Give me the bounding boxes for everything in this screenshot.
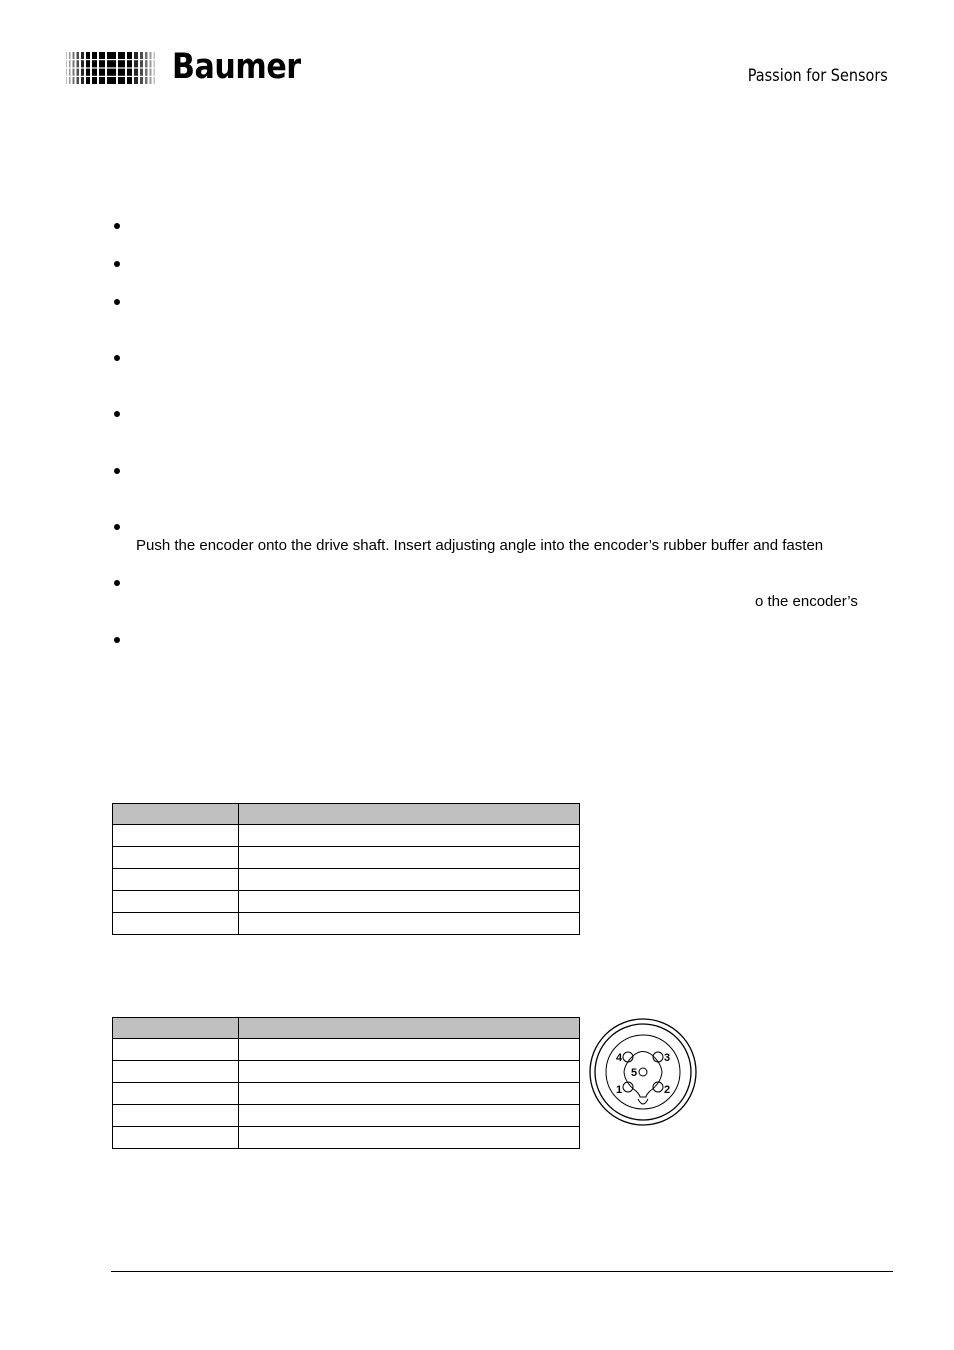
table-cell [239,1039,580,1061]
table-cell [113,1039,239,1061]
bullet-marker [114,637,122,645]
table-cell [113,891,239,913]
table-row [113,1105,580,1127]
table-header-row [113,1018,580,1039]
footer-divider [111,1271,893,1272]
table-cell [113,847,239,869]
table-row [113,825,580,847]
brand-tagline: Passion for Sensors [747,66,888,86]
table-cell [239,1105,580,1127]
table-cell [113,913,239,935]
table-row [113,1083,580,1105]
table-header-cell [239,1018,580,1039]
list-item-continuation: o the encoder’s [755,593,858,610]
list-item-continuation: Push the encoder onto the drive shaft. Insert adjusting angle into the encoder’s rubber buffer and fasten [136,537,824,554]
bullet-marker [114,299,122,307]
table-row [113,1061,580,1083]
pin-label: 5 [631,1067,638,1079]
table-header-cell [113,1018,239,1039]
bullet-marker [114,468,122,476]
pin-label: 3 [664,1052,671,1064]
m12-connector-icon [588,1017,700,1129]
table-cell [239,847,580,869]
pin-label: 2 [664,1084,671,1096]
table-cell [239,825,580,847]
pin-assignment-table-2 [112,1017,580,1149]
table-cell [239,891,580,913]
brand-name: Baumer [172,47,301,87]
table-row [113,869,580,891]
table-cell [239,1127,580,1149]
table-row [113,1039,580,1061]
table-cell [239,1083,580,1105]
pin-assignment-table-1 [112,803,580,935]
table-header-cell [113,804,239,825]
table-cell [113,1061,239,1083]
table-row [113,847,580,869]
bullet-marker [114,355,122,363]
table-cell [113,1105,239,1127]
bullet-marker [114,411,122,419]
table-header-cell [239,804,580,825]
table-header-row [113,804,580,825]
bullet-marker [114,524,122,532]
table-cell [113,1127,239,1149]
table-cell [113,1083,239,1105]
table-row [113,1127,580,1149]
table-cell [239,1061,580,1083]
table-cell [113,869,239,891]
bullet-marker [114,261,122,269]
pin-label: 1 [616,1084,623,1096]
table-row [113,913,580,935]
table-row [113,891,580,913]
bullet-marker [114,223,122,231]
table-cell [239,913,580,935]
pin-label: 4 [616,1052,623,1064]
bullet-marker [114,580,122,588]
table-cell [239,869,580,891]
table-cell [113,825,239,847]
baumer-logo-mark [66,52,158,84]
